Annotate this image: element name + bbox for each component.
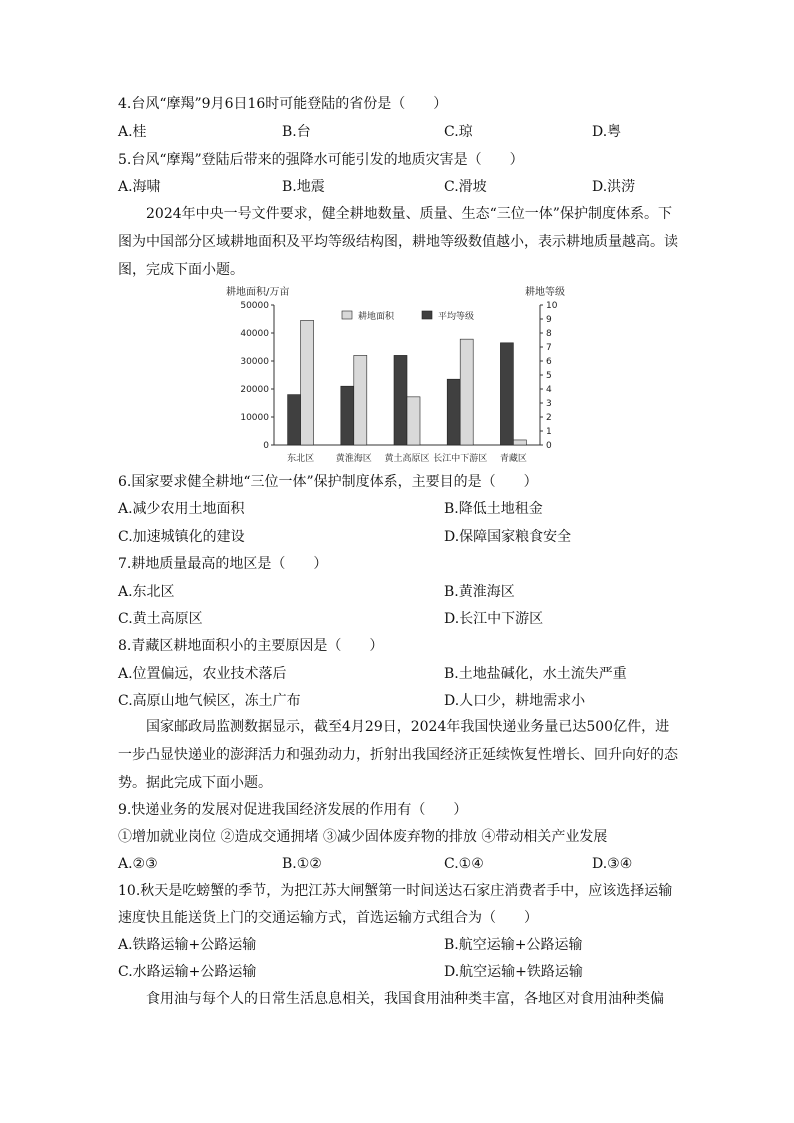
right-tick-label: 4 [546,385,552,395]
q8-option-c[interactable]: C.高原山地气候区，冻土广布 [118,693,301,709]
q5-option-a[interactable]: A.海啸 [118,179,161,195]
legend-swatch [342,311,352,319]
question-4-stem: 4.台风“摩羯”9月6日16时可能登陆的省份是（ ） [118,96,448,112]
passage-express: 国家邮政局监测数据显示，截至4月29日，2024年我国快递业务量已达500亿件，进一步凸显快递业的澎湃活力和强劲动力，折射出我国经济正延续恢复性增长、回升向好的态势。据此完成下面小题。 [118,719,678,791]
grade-bar [394,355,407,445]
area-bar [407,397,420,445]
q6-option-c[interactable]: C.加速城镇化的建设 [118,529,245,545]
question-10-stem-line1: 10.秋天是吃螃蟹的季节，为把江苏大闸蟹第一时间送达石家庄消费者手中，应该选择运输 [118,883,673,899]
right-tick-label: 9 [546,315,552,325]
q4-option-b[interactable]: B.台 [282,124,311,140]
right-tick-label: 2 [546,413,552,423]
category-label: 黄淮海区 [335,454,372,464]
legend-label: 耕地面积 [358,312,395,322]
passage-farmland: 2024年中央一号文件要求，健全耕地数量、质量、生态“三位一体”保护制度体系。下图为中国部分区域耕地面积及平均等级结构图，耕地等级数值越小，表示耕地质量越高。读图，完成下面小题。 [118,206,678,278]
right-axis-title: 耕地等级 [525,287,565,298]
q7-option-b[interactable]: B.黄淮海区 [444,584,515,600]
q9-option-b[interactable]: B.①② [282,856,322,872]
category-label: 东北区 [287,454,315,464]
question-9-items: ①增加就业岗位 ②造成交通拥堵 ③减少固体废弃物的排放 ④带动相关产业发展 [118,829,608,845]
grade-bar [341,386,354,445]
left-tick-label: 20000 [240,385,269,395]
q4-option-a[interactable]: A.桂 [118,124,147,140]
category-label: 青藏区 [499,454,527,464]
q9-option-c[interactable]: C.①④ [444,856,484,872]
q5-option-c[interactable]: C.滑坡 [444,179,487,195]
right-tick-label: 7 [546,343,552,353]
right-tick-label: 3 [546,399,552,409]
grade-bar [500,343,513,445]
right-tick-label: 1 [546,427,552,437]
question-8-stem: 8.青藏区耕地面积小的主要原因是（ ） [118,638,384,654]
question-5-stem: 5.台风“摩羯”登陆后带来的强降水可能引发的地质灾害是（ ） [118,152,524,168]
q10-option-d[interactable]: D.航空运输+铁路运输 [444,964,583,980]
chart-bars [288,320,527,445]
left-tick-label: 50000 [240,301,269,311]
q8-option-a[interactable]: A.位置偏远，农业技术落后 [118,666,287,682]
right-tick-label: 8 [546,329,552,339]
q10-option-a[interactable]: A.铁路运输+公路运输 [118,937,257,953]
q7-option-c[interactable]: C.黄土高原区 [118,611,203,627]
question-10-stem-line2: 速度快且能送货上门的交通运输方式，首选运输方式组合为（ ） [118,910,538,926]
left-tick-label: 10000 [240,413,269,423]
q6-option-a[interactable]: A.减少农用土地面积 [118,501,245,517]
right-tick-label: 5 [546,371,552,381]
question-9-stem: 9.快递业务的发展对促进我国经济发展的作用有（ ） [118,802,468,818]
q6-option-d[interactable]: D.保障国家粮食安全 [444,529,572,545]
question-7-stem: 7.耕地质量最高的地区是（ ） [118,556,328,572]
right-tick-label: 0 [546,441,552,451]
q7-option-a[interactable]: A.东北区 [118,584,175,600]
q7-option-d[interactable]: D.长江中下游区 [444,611,544,627]
area-bar [301,320,314,445]
category-label: 黄土高原区 [384,454,430,464]
right-tick-label: 10 [546,301,558,311]
area-bar [354,355,367,445]
left-tick-label: 30000 [240,357,269,367]
left-tick-label: 40000 [240,329,269,339]
q5-option-d[interactable]: D.洪涝 [592,179,636,195]
q9-option-d[interactable]: D.③④ [592,856,633,872]
area-bar [513,440,526,445]
area-bar [460,339,473,445]
q8-option-d[interactable]: D.人口少，耕地需求小 [444,693,586,709]
q6-option-b[interactable]: B.降低土地租金 [444,501,543,517]
q9-option-a[interactable]: A.②③ [118,856,158,872]
farmland-chart [222,283,578,469]
legend-label: 平均等级 [438,312,475,322]
q4-option-c[interactable]: C.琼 [444,124,473,140]
category-label: 长江中下游区 [433,454,488,464]
q10-option-c[interactable]: C.水路运输+公路运输 [118,964,257,980]
left-axis-title: 耕地面积/万亩 [226,287,290,298]
grade-bar [288,395,301,445]
legend-swatch [422,311,432,319]
q5-option-b[interactable]: B.地震 [282,179,325,195]
passage-cooking-oil: 食用油与每个人的日常生活息息相关，我国食用油种类丰富，各地区对食用油种类偏 [146,991,664,1007]
chart-legend [342,310,474,322]
q8-option-b[interactable]: B.土地盐碱化，水土流失严重 [444,666,627,682]
right-tick-label: 6 [546,357,552,367]
q4-option-d[interactable]: D.粤 [592,124,622,140]
grade-bar [447,379,460,445]
question-6-stem: 6.国家要求健全耕地“三位一体”保护制度体系，主要目的是（ ） [118,474,538,490]
chart-x-labels [287,452,527,464]
left-tick-label: 0 [263,441,269,451]
q10-option-b[interactable]: B.航空运输+公路运输 [444,937,583,953]
